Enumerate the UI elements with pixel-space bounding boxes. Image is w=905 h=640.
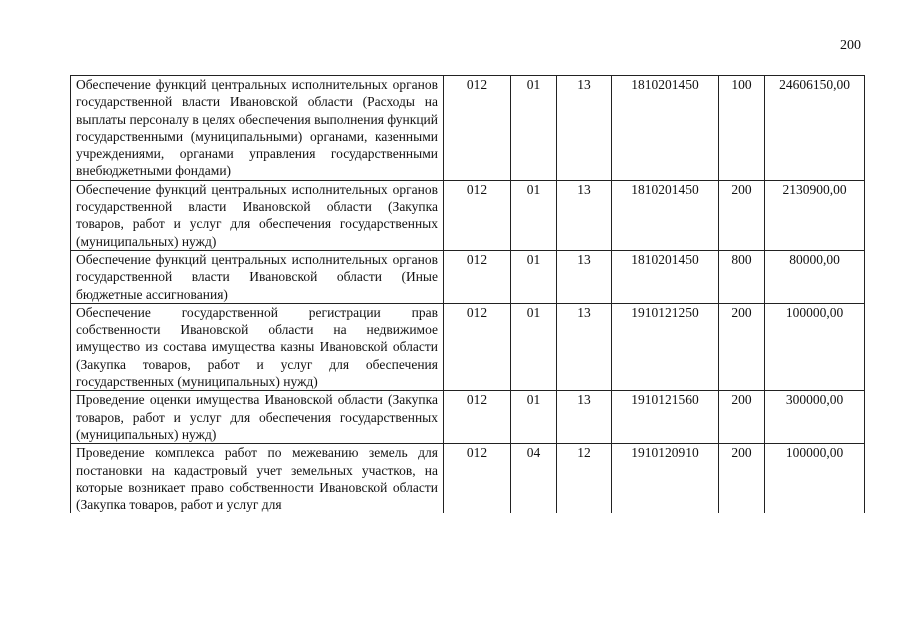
description-cell: Обеспечение функций центральных исполнительных органов государственной власти Ивановской области (Иные бюджетные ассигнования): [71, 250, 444, 303]
amount-cell: 100000,00: [765, 444, 865, 514]
table-row: [71, 444, 865, 514]
description-cell: Проведение оценки имущества Ивановской области (Закупка товаров, работ и услуг для обеспечения государственных (муниципальных) нужд): [71, 391, 444, 444]
section-code-cell: 01: [511, 303, 557, 390]
budget-table: [70, 75, 865, 513]
ministry-code-cell: 012: [444, 444, 511, 514]
expense-type-cell: 200: [719, 303, 765, 390]
target-article-cell: 1810201450: [612, 250, 719, 303]
section-code-cell: 01: [511, 76, 557, 181]
target-article-cell: 1910121250: [612, 303, 719, 390]
section-code-cell: 01: [511, 180, 557, 250]
expense-type-cell: 200: [719, 180, 765, 250]
description-cell: Обеспечение функций центральных исполнительных органов государственной власти Ивановской области (Закупка товаров, работ и услуг для обеспечения государственных (муниципальных) нужд): [71, 180, 444, 250]
expense-type-cell: 200: [719, 391, 765, 444]
ministry-code-cell: 012: [444, 391, 511, 444]
table-row: [71, 250, 865, 303]
target-article-cell: 1810201450: [612, 180, 719, 250]
ministry-code-cell: 012: [444, 76, 511, 181]
subsection-code-cell: 13: [557, 391, 612, 444]
amount-cell: 80000,00: [765, 250, 865, 303]
subsection-code-cell: 13: [557, 250, 612, 303]
expense-type-cell: 100: [719, 76, 765, 181]
amount-cell: 24606150,00: [765, 76, 865, 181]
ministry-code-cell: 012: [444, 303, 511, 390]
expense-type-cell: 200: [719, 444, 765, 514]
target-article-cell: 1810201450: [612, 76, 719, 181]
table-row: [71, 180, 865, 250]
target-article-cell: 1910120910: [612, 444, 719, 514]
amount-cell: 300000,00: [765, 391, 865, 444]
description-cell: Обеспечение государственной регистрации прав собственности Ивановской области на недвижимое имущество из состава имущества казны Ивановской области (Закупка товаров, работ и услуг для обеспечения государственных (муниципальных) нужд): [71, 303, 444, 390]
target-article-cell: 1910121560: [612, 391, 719, 444]
subsection-code-cell: 13: [557, 180, 612, 250]
section-code-cell: 01: [511, 391, 557, 444]
description-cell: Проведение комплекса работ по межеванию земель для постановки на кадастровый учет земельных участков, на которые возникает право собственности Ивановской области (Закупка товаров, работ и услуг для: [71, 444, 444, 514]
subsection-code-cell: 13: [557, 303, 612, 390]
description-cell: Обеспечение функций центральных исполнительных органов государственной власти Ивановской области (Расходы на выплаты персоналу в целях обеспечения выполнения функций государственными (муниципальными) органами, казенными учреждениями, органами управления государственными внебюджетными фондами): [71, 76, 444, 181]
table-row: [71, 303, 865, 390]
amount-cell: 100000,00: [765, 303, 865, 390]
page-number: 200: [840, 38, 861, 53]
ministry-code-cell: 012: [444, 250, 511, 303]
table-row: [71, 76, 865, 181]
section-code-cell: 04: [511, 444, 557, 514]
section-code-cell: 01: [511, 250, 557, 303]
amount-cell: 2130900,00: [765, 180, 865, 250]
subsection-code-cell: 13: [557, 76, 612, 181]
table-row: [71, 391, 865, 444]
expense-type-cell: 800: [719, 250, 765, 303]
subsection-code-cell: 12: [557, 444, 612, 514]
ministry-code-cell: 012: [444, 180, 511, 250]
